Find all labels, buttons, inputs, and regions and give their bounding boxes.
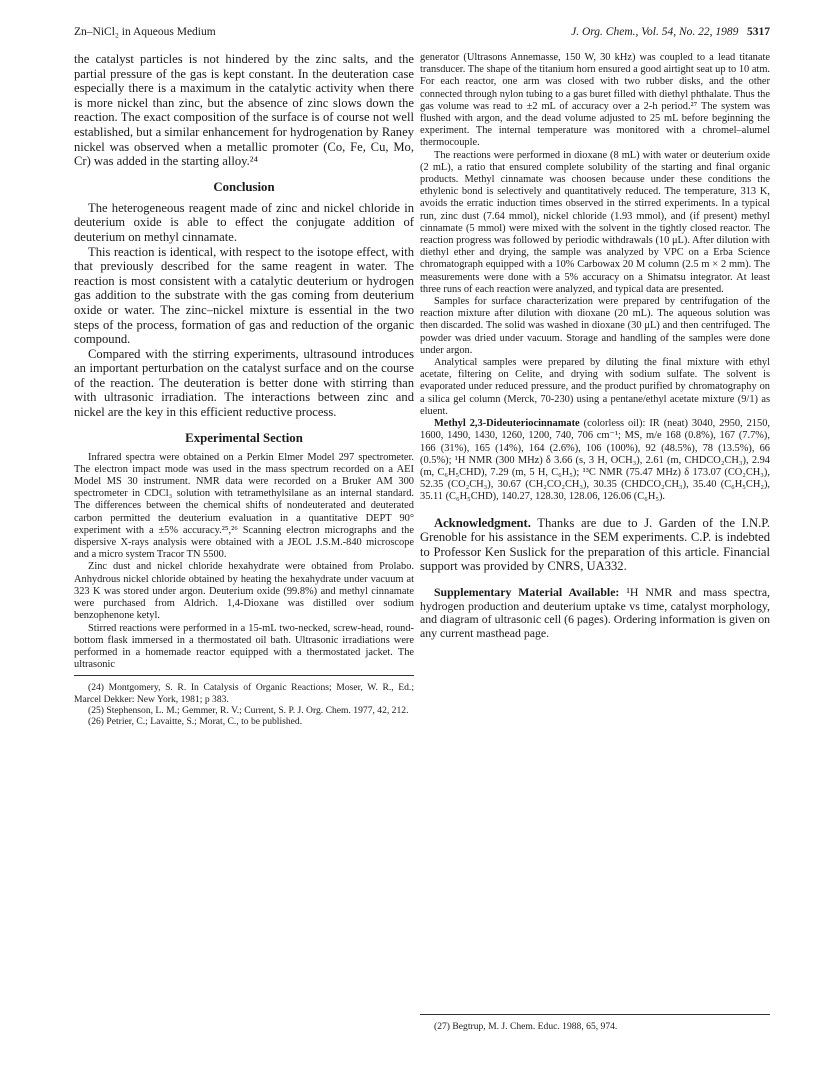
footnote-divider — [420, 1014, 770, 1015]
journal-citation: J. Org. Chem., Vol. 54, No. 22, 1989 — [571, 26, 739, 38]
acknowledgment-section — [420, 516, 770, 574]
compound-data: (colorless oil): IR (neat) 3040, 2950, 2150, 1600, 1490, 1430, 1260, 1200, 740, 706 cm⁻¹; MS, m/e 168 (0.8%), 167 (7.7%), 166 (31%), 165 (14%), 164 (2.6%), 106 (100%), 92 (48.5%), 78 (13.5%), 66 (0.5%); ¹H NMR (300 MHz) δ 3.66 (s, 3 H, OCH₃), 2.61 (m, CHDCO₂CH₃), 2.94 (m, C₆H₅CHD), 7.29 (m, 5 H, C₆H₅); ¹³C NMR (75.47 MHz) δ 173.07 (CO₂CH₃), 52.35 (CO₂CH₃), 30.67 (CH₂CO₂CH₃), 30.35 (CHDCO₂CH₃), 35.40 (C₆H₅CH₂), 35.11 (C₆H₅CHD), 140.27, 128.30, 128.06, 126.06 (C₆H₅). — [420, 418, 770, 503]
conclusion-body — [74, 201, 414, 420]
supplementary-paragraph — [420, 586, 770, 641]
right-column — [420, 52, 770, 641]
discussion-continuation — [74, 52, 414, 169]
acknowledgment-paragraph — [420, 516, 770, 574]
acknowledgment-title: Acknowledgment. — [434, 515, 531, 530]
experimental-paragraph: Samples for surface characterization were prepared by centrifugation of the reaction mixture after dilution with dioxane (20 mL). The aqueous solution was then discarded. The solid was washed in dioxane (30 μL) and then centrifuged. The powder was dried under vacuum. Storage and handling of the samples were done under argon. — [420, 296, 770, 356]
running-header-left: Zn–NiCl₂ in Aqueous Medium — [74, 26, 216, 38]
experimental-paragraph: Infrared spectra were obtained on a Perkin Elmer Model 297 spectrometer. The electron impact mode was used in the mass spectrum recorded on a AEI Model MS 30 instrument. NMR data were recorded on a Bruker AM 300 spectrometer in CDCl₃ solution with tetramethylsilane as an internal standard. The differences between the chemical shifts of nondeuterated and deuterated carbon permitted the deuterium evaluation in a quantitative DEPT 90° experiment with a ±5% accuracy.²⁵,²⁶ Scanning electron micrographs and the dispersive X-rays analysis were obtained with a JEOL J.S.M.-840 microscope and a micro system Tracor TN 5500. — [74, 451, 414, 561]
experimental-body — [74, 452, 414, 672]
conclusion-paragraph: The heterogeneous reagent made of zinc and nickel chloride in deuterium oxide is able to effect the conjugate addition of deuterium on methyl cinnamate. — [74, 200, 414, 244]
footnotes-right — [420, 1010, 770, 1032]
compound-name: Methyl 2,3-Dideuteriocinnamate — [434, 418, 580, 430]
experimental-paragraph: Zinc dust and nickel chloride hexahydrate were obtained from Prolabo. Anhydrous nickel chloride obtained by heating the hexahydrate under vacuum at 323 K was stored under argon. Deuterium oxide (99.8%) and methyl cinnamate were purchased from Aldrich. 1,4-Dioxane was distilled over sodium benzophenone ketyl. — [74, 561, 414, 622]
supplementary-section — [420, 586, 770, 641]
experimental-paragraph: The reactions were performed in dioxane (8 mL) with water or deuterium oxide (2 mL), a ratio that ensured complete solubility of the starting and final organic products. Methyl cinnamate was choosen because under these conditions the ethylenic bond is selectively and quantitatively reduced. The temperature, 313 K, avoids the erratic induction times observed in the stirred experiments. In a typical run, zinc dust (7.64 mmol), nickel chloride (1.93 mmol), and (if present) methyl cinnamate (5 mmol) were mixed with the solvent in the tightly closed reactor. The reaction progress was followed by periodic withdrawals (10 μL). After dilution with diethyl ether and drying, the sample was analyzed by VPC on a Erba Science chromatograph equipped with a 10% Carbowax 20 M column (2.5 m × 2 mm). The measurements were done with a 5% accuracy on a Shimatsu integrator. At least three runs of each reaction were analyzed, and typical data are presented. — [420, 149, 770, 295]
footnote: (24) Montgomery, S. R. In Catalysis of Organic Reactions; Moser, W. R., Ed.; Marcel Dekker: New York, 1981; p 383. — [74, 682, 414, 705]
left-column — [74, 52, 414, 727]
supplementary-text: ¹H NMR and mass spectra, hydrogen production and deuterium uptake vs time, catalyst morphology, and diagram of ultrasonic cell (6 pages). Ordering information is given on any current masthead page. — [420, 584, 771, 641]
conclusion-paragraph: This reaction is identical, with respect to the isotope effect, with that previously described for the same reagent in water. The reaction is most consistent with a catalytic deuterium or hydrogen gas addition to the substrate with the gas coming from deuterium oxide or water. The zinc–nickel mixture is essential in the two steps of the process, formation of gas and reduction of the organic compound. — [74, 244, 414, 347]
footnote: (25) Stephenson, L. M.; Gemmer, R. V.; Current, S. P. J. Org. Chem. 1977, 42, 212. — [88, 704, 409, 716]
experimental-paragraph: generator (Ultrasons Annemasse, 150 W, 30 kHz) was coupled to a lead titanate transducer. The shape of the titanium horn ensured a good airtight seat up to 10 atm. For each reactor, one arm was closed with two rubber disks, and the other connected through nylon tubing to a gas buret filled with diethyl phthalate. Thus the gas volume was read to ±2 mL of accuracy over a 2-h period.²⁷ The system was flushed with argon, and the dead volume adjusted to 25 mL before beginning the experiment. The internal temperature was monitored with a chromel–alumel thermocouple. — [420, 52, 770, 149]
page-number: 5317 — [747, 26, 770, 38]
experimental-heading: Experimental Section — [185, 430, 303, 445]
conclusion-heading: Conclusion — [213, 179, 275, 194]
conclusion-paragraph: Compared with the stirring experiments, ultrasound introduces an important perturbation on the catalyst surface and on the course of the reaction. The deuteration is better done with stirring than with ultrasonic irradiation. The interactions between zinc and nickel are the key in this efficient reductive process. — [74, 346, 414, 420]
supplementary-title: Supplementary Material Available: — [434, 584, 620, 599]
footnote: (26) Petrier, C.; Lavaitte, S.; Morat, C., to be published. — [88, 715, 303, 727]
compound-characterization — [420, 418, 770, 503]
experimental-continued — [420, 52, 770, 504]
experimental-paragraph: Stirred reactions were performed in a 15-mL two-necked, screw-head, round-bottom flask immersed in a thermostated oil bath. Ultrasonic irradiations were performed in a homemade reactor equipped with a thermostated jacket. The ultrasonic — [74, 622, 414, 671]
intro-paragraph: the catalyst particles is not hindered by the zinc salts, and the partial pressure of the gas is kept constant. In the deuteration case especially there is a maximum in the catalytic activity when there is more nickel than zinc, but the absence of zinc slows down the reaction. The exact composition of the surface is of course not well established, but a similar enhancement for hydrogenation by Raney nickel was observed when a metallic promoter (Co, Fe, Cu, Mo, Cr) was added in the starting alloy.²⁴ — [74, 52, 414, 169]
footnotes-left — [74, 682, 414, 727]
footnote-divider — [74, 675, 414, 676]
running-header-right — [571, 26, 770, 38]
acknowledgment-text: Thanks are due to J. Garden of the I.N.P. Grenoble for his assistance in the SEM experiments. C.P. is indebted to Professor Ken Suslick for the preparation of this article. Financial support was provided by CNRS, UA332. — [420, 515, 770, 574]
experimental-paragraph: Analytical samples were prepared by diluting the final mixture with ethyl acetate, filtering on Celite, and drying with sodium sulfate. The solvent is evaporated under reduced pressure, and the product purified by chromatography on a silica gel column (Merck, 70-230) using a pentane/ethyl acetate mixture (9/1) as eluent. — [420, 357, 770, 417]
footnote: (27) Begtrup, M. J. Chem. Educ. 1988, 65, 974. — [434, 1021, 618, 1032]
